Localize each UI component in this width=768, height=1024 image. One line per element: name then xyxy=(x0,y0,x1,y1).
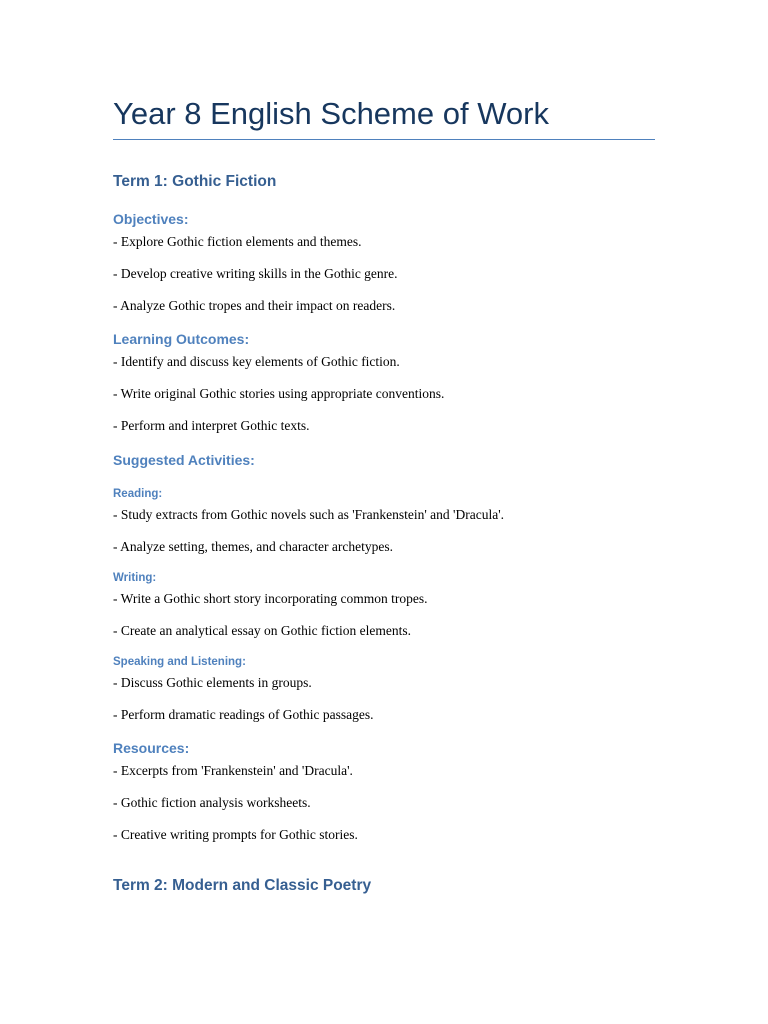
objective-item: - Explore Gothic fiction elements and themes. xyxy=(113,234,362,249)
activity-item: - Perform dramatic readings of Gothic passages. xyxy=(113,707,374,722)
learning-outcome-item: - Write original Gothic stories using appropriate conventions. xyxy=(113,386,445,401)
resources-heading: Resources: xyxy=(113,740,190,756)
activity-item: - Write a Gothic short story incorporating common tropes. xyxy=(113,591,428,606)
objective-item: - Analyze Gothic tropes and their impact on readers. xyxy=(113,298,396,313)
activity-item: - Create an analytical essay on Gothic fiction elements. xyxy=(113,623,412,638)
speaking-listening-subheading: Speaking and Listening: xyxy=(113,656,246,668)
reading-subheading: Reading: xyxy=(113,488,163,500)
resource-item: - Creative writing prompts for Gothic stories. xyxy=(113,827,358,842)
term-1-heading: Term 1: Gothic Fiction xyxy=(113,173,277,190)
learning-outcome-item: - Identify and discuss key elements of Gothic fiction. xyxy=(113,354,400,369)
activity-item: - Discuss Gothic elements in groups. xyxy=(113,675,312,690)
writing-subheading: Writing: xyxy=(113,572,157,584)
resource-item: - Excerpts from 'Frankenstein' and 'Dracula'. xyxy=(113,763,353,778)
activity-item: - Analyze setting, themes, and character archetypes. xyxy=(113,539,393,554)
objective-item: - Develop creative writing skills in the Gothic genre. xyxy=(113,266,398,281)
term-2-heading: Term 2: Modern and Classic Poetry xyxy=(113,877,372,894)
learning-outcome-item: - Perform and interpret Gothic texts. xyxy=(113,418,310,433)
learning-outcomes-heading: Learning Outcomes: xyxy=(113,331,250,347)
suggested-activities-heading: Suggested Activities: xyxy=(113,452,255,468)
objectives-heading: Objectives: xyxy=(113,211,189,227)
resource-item: - Gothic fiction analysis worksheets. xyxy=(113,795,311,810)
activity-item: - Study extracts from Gothic novels such as 'Frankenstein' and 'Dracula'. xyxy=(113,507,505,522)
document-title: Year 8 English Scheme of Work xyxy=(113,96,549,131)
title-underline xyxy=(113,139,655,140)
